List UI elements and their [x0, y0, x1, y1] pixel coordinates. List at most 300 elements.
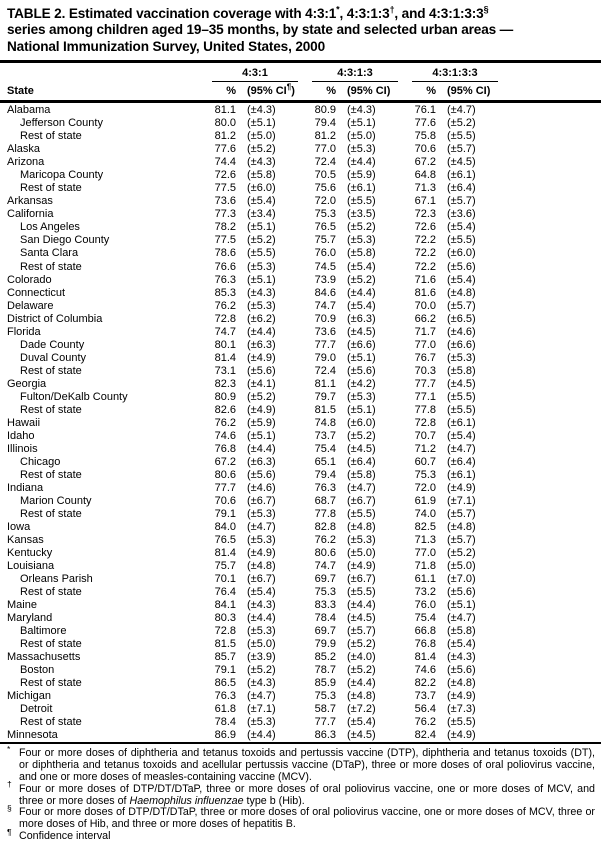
table-row — [7, 729, 601, 742]
coverage-pct-cell-43133: 72.0 — [414, 481, 436, 494]
table-row — [7, 338, 601, 351]
confidence-interval-cell-43133: (±5.4) — [447, 273, 476, 286]
state-name-cell: Alabama — [7, 104, 51, 117]
confidence-interval-cell-4313: (±3.5) — [347, 208, 376, 221]
confidence-interval-cell-431: (±5.2) — [247, 143, 276, 156]
coverage-pct-cell-431: 84.0 — [214, 520, 236, 533]
confidence-interval-cell-4313: (±6.6) — [347, 338, 376, 351]
confidence-interval-cell-4313: (±5.8) — [347, 468, 376, 481]
confidence-interval-cell-431: (±5.0) — [247, 130, 276, 143]
confidence-interval-cell-431: (±6.7) — [247, 572, 276, 585]
table-row — [7, 273, 601, 286]
confidence-interval-cell-43133: (±5.7) — [447, 299, 476, 312]
table-row — [7, 247, 601, 260]
confidence-interval-cell-431: (±6.2) — [247, 312, 276, 325]
confidence-interval-cell-4313: (±5.4) — [347, 716, 376, 729]
state-name-cell: Rest of state — [20, 364, 82, 377]
confidence-interval-cell-4313: (±5.1) — [347, 351, 376, 364]
state-name-cell: Orleans Parish — [20, 572, 93, 585]
coverage-pct-cell-431: 80.1 — [214, 338, 236, 351]
coverage-pct-cell-431: 80.6 — [214, 468, 236, 481]
coverage-pct-cell-4313: 76.5 — [314, 221, 336, 234]
coverage-pct-cell-4313: 72.4 — [314, 156, 336, 169]
column-group-431 — [205, 67, 305, 82]
confidence-interval-cell-431: (±4.4) — [247, 611, 276, 624]
table-row — [7, 598, 601, 611]
table-row — [7, 559, 601, 572]
confidence-interval-cell-43133: (±6.1) — [447, 416, 476, 429]
coverage-pct-cell-4313: 75.3 — [314, 208, 336, 221]
coverage-pct-cell-43133: 72.2 — [414, 247, 436, 260]
column-header-row — [7, 82, 601, 101]
confidence-interval-cell-4313: (±5.2) — [347, 663, 376, 676]
confidence-interval-cell-43133: (±4.3) — [447, 650, 476, 663]
coverage-pct-cell-4313: 76.3 — [314, 481, 336, 494]
coverage-pct-cell-43133: 56.4 — [414, 703, 436, 716]
coverage-pct-cell-43133: 71.7 — [414, 325, 436, 338]
confidence-interval-cell-43133: (±5.7) — [447, 195, 476, 208]
coverage-pct-cell-4313: 70.9 — [314, 312, 336, 325]
coverage-pct-cell-43133: 70.0 — [414, 299, 436, 312]
confidence-interval-cell-431: (±4.7) — [247, 690, 276, 703]
coverage-pct-cell-43133: 75.8 — [414, 130, 436, 143]
confidence-interval-cell-4313: (±5.1) — [347, 403, 376, 416]
coverage-pct-cell-43133: 66.8 — [414, 624, 436, 637]
confidence-interval-cell-4313: (±5.4) — [347, 260, 376, 273]
confidence-interval-cell-4313: (±4.5) — [347, 611, 376, 624]
confidence-interval-cell-43133: (±6.5) — [447, 312, 476, 325]
coverage-pct-cell-4313: 74.8 — [314, 416, 336, 429]
coverage-pct-cell-431: 73.1 — [214, 364, 236, 377]
confidence-interval-cell-43133: (±5.5) — [447, 403, 476, 416]
table-row — [7, 442, 601, 455]
confidence-interval-cell-431: (±6.0) — [247, 182, 276, 195]
table-row — [7, 690, 601, 703]
confidence-interval-cell-431: (±5.4) — [247, 195, 276, 208]
confidence-interval-cell-431: (±5.6) — [247, 468, 276, 481]
table-row — [7, 507, 601, 520]
coverage-pct-cell-431: 85.7 — [214, 650, 236, 663]
coverage-pct-cell-431: 78.4 — [214, 716, 236, 729]
confidence-interval-cell-431: (±5.3) — [247, 299, 276, 312]
coverage-pct-cell-431: 76.8 — [214, 442, 236, 455]
confidence-interval-cell-4313: (±5.3) — [347, 533, 376, 546]
coverage-pct-cell-4313: 58.7 — [314, 703, 336, 716]
coverage-pct-cell-431: 81.4 — [214, 546, 236, 559]
coverage-pct-cell-4313: 75.4 — [314, 442, 336, 455]
footnote-text: Four or more doses of DTP/DT/DTaP, three or more doses of oral poliovirus vaccine, one or more doses of MCV, three or more doses of Hib, and three or more doses of hepatitis B. — [19, 806, 595, 831]
table-row — [7, 624, 601, 637]
coverage-pct-cell-431: 74.4 — [214, 156, 236, 169]
confidence-interval-cell-4313: (±6.4) — [347, 455, 376, 468]
percent-column-header: % — [326, 85, 336, 98]
confidence-interval-cell-431: (±5.3) — [247, 260, 276, 273]
table-row — [7, 299, 601, 312]
confidence-interval-cell-43133: (±4.8) — [447, 520, 476, 533]
confidence-interval-cell-4313: (±4.3) — [347, 104, 376, 117]
coverage-pct-cell-431: 76.4 — [214, 585, 236, 598]
confidence-interval-cell-4313: (±4.4) — [347, 598, 376, 611]
coverage-pct-cell-4313: 76.2 — [314, 533, 336, 546]
state-name-cell: Rest of state — [20, 507, 82, 520]
coverage-pct-cell-431: 80.9 — [214, 390, 236, 403]
coverage-pct-cell-43133: 76.7 — [414, 351, 436, 364]
confidence-interval-cell-431: (±3.4) — [247, 208, 276, 221]
state-name-cell: Connecticut — [7, 286, 66, 299]
table-row — [7, 455, 601, 468]
state-name-cell: Detroit — [20, 703, 53, 716]
confidence-interval-cell-4313: (±5.5) — [347, 585, 376, 598]
coverage-pct-cell-43133: 71.6 — [414, 273, 436, 286]
coverage-pct-cell-431: 74.7 — [214, 325, 236, 338]
confidence-interval-cell-43133: (±5.4) — [447, 637, 476, 650]
confidence-interval-cell-43133: (±5.6) — [447, 260, 476, 273]
table-row — [7, 117, 601, 130]
table-row — [7, 195, 601, 208]
footnote: * Four or more doses of diphtheria and tetanus toxoids and pertussis vaccine (DTP), diphtheria and tetanus toxoids (DT), or diphtheria and tetanus toxoids and acellular pertussis vaccine (DTaP), three or more doses of oral poliovirus vaccine, and one or more doses of measles-containing vaccine (MCV). — [7, 743, 595, 783]
coverage-pct-cell-4313: 84.6 — [314, 286, 336, 299]
coverage-pct-cell-43133: 75.4 — [414, 611, 436, 624]
coverage-pct-cell-43133: 71.3 — [414, 533, 436, 546]
confidence-interval-cell-4313: (±5.9) — [347, 169, 376, 182]
confidence-interval-cell-431: (±5.4) — [247, 585, 276, 598]
confidence-interval-cell-431: (±4.3) — [247, 598, 276, 611]
confidence-interval-cell-431: (±3.9) — [247, 650, 276, 663]
coverage-pct-cell-4313: 81.2 — [314, 130, 336, 143]
footnote-text: Four or more doses of DTP/DT/DTaP, three or more doses of oral poliovirus vaccine, one or more doses of MCV, and three or more doses of — [19, 782, 595, 807]
coverage-pct-cell-431: 72.6 — [214, 169, 236, 182]
table-row — [7, 234, 601, 247]
coverage-pct-cell-43133: 72.6 — [414, 221, 436, 234]
state-name-cell: Kentucky — [7, 546, 53, 559]
confidence-interval-cell-43133: (±4.5) — [447, 156, 476, 169]
confidence-interval-cell-4313: (±6.0) — [347, 416, 376, 429]
confidence-interval-cell-4313: (±5.7) — [347, 624, 376, 637]
confidence-interval-cell-4313: (±4.8) — [347, 690, 376, 703]
coverage-pct-cell-4313: 83.3 — [314, 598, 336, 611]
coverage-pct-cell-4313: 68.7 — [314, 494, 336, 507]
confidence-interval-cell-43133: (±5.4) — [447, 429, 476, 442]
confidence-interval-cell-43133: (±5.8) — [447, 364, 476, 377]
state-name-cell: Maryland — [7, 611, 53, 624]
confidence-interval-cell-4313: (±4.2) — [347, 377, 376, 390]
coverage-pct-cell-431: 82.3 — [214, 377, 236, 390]
confidence-interval-cell-43133: (±5.5) — [447, 130, 476, 143]
confidence-interval-cell-431: (±6.7) — [247, 494, 276, 507]
state-name-cell: Maine — [7, 598, 37, 611]
state-name-cell: Minnesota — [7, 729, 58, 742]
coverage-pct-cell-431: 75.7 — [214, 559, 236, 572]
coverage-pct-cell-4313: 73.7 — [314, 429, 336, 442]
footnote-ref-pilcrow: ¶ — [286, 82, 292, 92]
confidence-interval-cell-43133: (±5.7) — [447, 533, 476, 546]
confidence-interval-cell-43133: (±5.4) — [447, 221, 476, 234]
confidence-interval-cell-43133: (±5.6) — [447, 663, 476, 676]
footnotes — [0, 744, 601, 843]
table-row — [7, 637, 601, 650]
confidence-interval-cell-431: (±5.8) — [247, 169, 276, 182]
coverage-pct-cell-43133: 74.6 — [414, 663, 436, 676]
confidence-interval-cell-431: (±4.3) — [247, 677, 276, 689]
column-group-43133 — [405, 67, 505, 82]
coverage-pct-cell-4313: 74.5 — [314, 260, 336, 273]
percent-column-header: % — [426, 85, 436, 98]
coverage-pct-cell-43133: 67.2 — [414, 156, 436, 169]
state-name-cell: Indiana — [7, 481, 44, 494]
table-row — [7, 546, 601, 559]
confidence-interval-cell-431: (±5.1) — [247, 273, 276, 286]
table-row — [7, 377, 601, 390]
coverage-pct-cell-431: 73.6 — [214, 195, 236, 208]
confidence-interval-cell-431: (±5.3) — [247, 624, 276, 637]
table-row — [7, 585, 601, 598]
coverage-pct-cell-4313: 85.9 — [314, 677, 336, 689]
state-name-cell: Dade County — [20, 338, 85, 351]
confidence-interval-cell-43133: (±6.4) — [447, 455, 476, 468]
confidence-interval-cell-431: (±4.4) — [247, 729, 276, 742]
coverage-pct-cell-43133: 76.1 — [414, 104, 436, 117]
percent-column-header: % — [226, 85, 236, 98]
column-group-row — [7, 63, 601, 82]
state-name-cell: Rest of state — [20, 403, 82, 416]
coverage-pct-cell-4313: 80.6 — [314, 546, 336, 559]
state-name-cell: San Diego County — [20, 234, 110, 247]
state-name-cell: Idaho — [7, 429, 35, 442]
coverage-pct-cell-4313: 77.7 — [314, 338, 336, 351]
confidence-interval-cell-4313: (±5.3) — [347, 143, 376, 156]
confidence-interval-cell-4313: (±6.7) — [347, 572, 376, 585]
state-name-cell: Rest of state — [20, 637, 82, 650]
confidence-interval-cell-4313: (±5.8) — [347, 247, 376, 260]
confidence-interval-cell-4313: (±5.5) — [347, 507, 376, 520]
state-name-cell: Delaware — [7, 299, 54, 312]
confidence-interval-cell-43133: (±6.6) — [447, 338, 476, 351]
coverage-pct-cell-4313: 79.7 — [314, 390, 336, 403]
table-row — [7, 403, 601, 416]
confidence-interval-cell-43133: (±5.3) — [447, 351, 476, 364]
confidence-interval-cell-431: (±6.3) — [247, 338, 276, 351]
column-group-4313 — [305, 67, 405, 82]
confidence-interval-cell-4313: (±4.0) — [347, 650, 376, 663]
confidence-interval-cell-43133: (±5.1) — [447, 598, 476, 611]
coverage-pct-cell-43133: 71.2 — [414, 442, 436, 455]
state-name-cell: Rest of state — [20, 130, 82, 143]
coverage-pct-cell-43133: 72.3 — [414, 208, 436, 221]
coverage-pct-cell-4313: 75.3 — [314, 585, 336, 598]
table-row — [7, 481, 601, 494]
confidence-interval-cell-431: (±4.1) — [247, 377, 276, 390]
confidence-interval-cell-4313: (±4.5) — [347, 325, 376, 338]
confidence-interval-cell-43133: (±7.3) — [447, 703, 476, 716]
coverage-pct-cell-43133: 75.3 — [414, 468, 436, 481]
table-header — [0, 63, 601, 100]
coverage-pct-cell-4313: 80.9 — [314, 104, 336, 117]
confidence-interval-cell-4313: (±6.1) — [347, 182, 376, 195]
coverage-pct-cell-431: 80.3 — [214, 611, 236, 624]
coverage-pct-cell-43133: 61.1 — [414, 572, 436, 585]
coverage-pct-cell-4313: 65.1 — [314, 455, 336, 468]
confidence-interval-cell-4313: (±5.0) — [347, 130, 376, 143]
state-name-cell: Kansas — [7, 533, 44, 546]
coverage-pct-cell-431: 77.3 — [214, 208, 236, 221]
confidence-interval-cell-431: (±4.9) — [247, 403, 276, 416]
coverage-pct-cell-43133: 81.4 — [414, 650, 436, 663]
coverage-pct-cell-4313: 72.0 — [314, 195, 336, 208]
state-name-cell: Iowa — [7, 520, 31, 533]
coverage-pct-cell-43133: 82.4 — [414, 729, 436, 742]
confidence-interval-cell-431: (±5.2) — [247, 234, 276, 247]
coverage-pct-cell-4313: 77.7 — [314, 716, 336, 729]
column-group-label: 4:3:1:3 — [312, 67, 398, 82]
table-row — [7, 611, 601, 624]
coverage-pct-cell-431: 76.3 — [214, 273, 236, 286]
column-group-label: 4:3:1:3:3 — [412, 67, 498, 82]
coverage-pct-cell-431: 61.8 — [214, 703, 236, 716]
confidence-interval-cell-43133: (±4.8) — [447, 677, 476, 689]
confidence-interval-cell-4313: (±5.2) — [347, 637, 376, 650]
state-name-cell: Hawaii — [7, 416, 41, 429]
coverage-pct-cell-431: 70.1 — [214, 572, 236, 585]
confidence-interval-cell-431: (±4.8) — [247, 559, 276, 572]
coverage-pct-cell-431: 85.3 — [214, 286, 236, 299]
table-row — [7, 325, 601, 338]
state-name-cell: Florida — [7, 325, 41, 338]
footnote-text-post: type b (Hib). — [243, 794, 305, 807]
table-row — [7, 416, 601, 429]
confidence-interval-cell-4313: (±5.2) — [347, 221, 376, 234]
coverage-pct-cell-431: 81.5 — [214, 637, 236, 650]
confidence-interval-cell-431: (±4.3) — [247, 156, 276, 169]
state-column-header: State — [7, 85, 34, 98]
confidence-interval-cell-43133: (±5.5) — [447, 234, 476, 247]
table-row — [7, 364, 601, 377]
confidence-interval-cell-431: (±4.4) — [247, 442, 276, 455]
coverage-pct-cell-431: 74.6 — [214, 429, 236, 442]
confidence-interval-cell-4313: (±5.3) — [347, 234, 376, 247]
coverage-pct-cell-431: 84.1 — [214, 598, 236, 611]
table-row — [7, 221, 601, 234]
state-name-cell: Rest of state — [20, 677, 82, 689]
coverage-pct-cell-43133: 64.8 — [414, 169, 436, 182]
coverage-pct-cell-43133: 72.2 — [414, 234, 436, 247]
confidence-interval-cell-4313: (±5.5) — [347, 195, 376, 208]
table-row — [7, 286, 601, 299]
state-name-cell: Arkansas — [7, 195, 53, 208]
coverage-pct-cell-4313: 77.0 — [314, 143, 336, 156]
confidence-interval-cell-43133: (±5.5) — [447, 390, 476, 403]
confidence-interval-cell-43133: (±6.1) — [447, 169, 476, 182]
coverage-pct-cell-4313: 78.7 — [314, 663, 336, 676]
coverage-pct-cell-4313: 79.4 — [314, 117, 336, 130]
confidence-interval-cell-431: (±5.1) — [247, 221, 276, 234]
coverage-pct-cell-4313: 76.0 — [314, 247, 336, 260]
coverage-pct-cell-43133: 76.2 — [414, 716, 436, 729]
coverage-pct-cell-431: 76.3 — [214, 690, 236, 703]
table-row — [7, 312, 601, 325]
coverage-pct-cell-43133: 82.2 — [414, 677, 436, 689]
coverage-pct-cell-431: 76.5 — [214, 533, 236, 546]
coverage-pct-cell-4313: 82.8 — [314, 520, 336, 533]
coverage-pct-cell-431: 81.2 — [214, 130, 236, 143]
state-name-cell: District of Columbia — [7, 312, 103, 325]
coverage-pct-cell-4313: 86.3 — [314, 729, 336, 742]
confidence-interval-cell-4313: (±5.4) — [347, 299, 376, 312]
coverage-pct-cell-4313: 69.7 — [314, 624, 336, 637]
coverage-pct-cell-4313: 79.9 — [314, 637, 336, 650]
confidence-interval-cell-4313: (±5.2) — [347, 429, 376, 442]
confidence-interval-cell-43133: (±5.0) — [447, 559, 476, 572]
table-title-line-1: TABLE 2. Estimated vaccination coverage with 4:3:1*, 4:3:1:3†, and 4:3:1:3:3§ — [7, 4, 489, 21]
table-row — [7, 716, 601, 729]
state-name-cell: Massachusetts — [7, 650, 81, 663]
table-row — [7, 663, 601, 676]
table-row — [7, 143, 601, 156]
table-row — [7, 104, 601, 117]
state-name-cell: California — [7, 208, 54, 221]
coverage-pct-cell-4313: 74.7 — [314, 299, 336, 312]
confidence-interval-cell-4313: (±4.4) — [347, 156, 376, 169]
table-row — [7, 182, 601, 195]
coverage-pct-cell-43133: 77.1 — [414, 390, 436, 403]
confidence-interval-cell-431: (±4.6) — [247, 481, 276, 494]
confidence-interval-cell-4313: (±6.7) — [347, 494, 376, 507]
coverage-pct-cell-43133: 70.7 — [414, 429, 436, 442]
coverage-pct-cell-4313: 75.7 — [314, 234, 336, 247]
confidence-interval-cell-43133: (±6.4) — [447, 182, 476, 195]
coverage-pct-cell-43133: 77.6 — [414, 117, 436, 130]
coverage-pct-cell-43133: 81.6 — [414, 286, 436, 299]
footnote-ref-section: § — [483, 4, 489, 15]
state-name-cell: Louisiana — [7, 559, 55, 572]
table-row — [7, 260, 601, 273]
confidence-interval-cell-431: (±5.3) — [247, 507, 276, 520]
state-name-cell: Rest of state — [20, 585, 82, 598]
confidence-interval-cell-43133: (±4.9) — [447, 690, 476, 703]
confidence-interval-cell-4313: (±6.3) — [347, 312, 376, 325]
state-name-cell: Chicago — [20, 455, 61, 468]
table-title-line-3: National Immunization Survey, United States, 2000 — [7, 38, 325, 54]
confidence-interval-cell-4313: (±4.5) — [347, 729, 376, 742]
confidence-interval-cell-431: (±6.3) — [247, 455, 276, 468]
state-name-cell: Marion County — [20, 494, 92, 507]
coverage-pct-cell-43133: 60.7 — [414, 455, 436, 468]
coverage-pct-cell-4313: 79.4 — [314, 468, 336, 481]
coverage-pct-cell-43133: 73.2 — [414, 585, 436, 598]
state-name-cell: Jefferson County — [20, 117, 103, 130]
coverage-pct-cell-43133: 67.1 — [414, 195, 436, 208]
confidence-interval-cell-43133: (±3.6) — [447, 208, 476, 221]
coverage-pct-cell-431: 78.2 — [214, 221, 236, 234]
confidence-interval-cell-431: (±4.9) — [247, 351, 276, 364]
confidence-interval-cell-431: (±7.1) — [247, 703, 276, 716]
state-name-cell: Boston — [20, 663, 55, 676]
table-row — [7, 169, 601, 182]
confidence-interval-cell-4313: (±5.3) — [347, 390, 376, 403]
coverage-pct-cell-4313: 75.6 — [314, 182, 336, 195]
coverage-pct-cell-43133: 77.8 — [414, 403, 436, 416]
ci-column-header: (95% CI) — [347, 85, 391, 98]
ci-column-header: (95% CI¶) — [247, 82, 295, 98]
confidence-interval-cell-43133: (±6.0) — [447, 247, 476, 260]
coverage-pct-cell-4313: 69.7 — [314, 572, 336, 585]
coverage-pct-cell-431: 72.8 — [214, 312, 236, 325]
state-name-cell: Arizona — [7, 156, 45, 169]
confidence-interval-cell-431: (±5.2) — [247, 663, 276, 676]
confidence-interval-cell-431: (±4.3) — [247, 286, 276, 299]
state-name-cell: Rest of state — [20, 468, 82, 481]
table-row — [7, 390, 601, 403]
table-row — [7, 429, 601, 442]
